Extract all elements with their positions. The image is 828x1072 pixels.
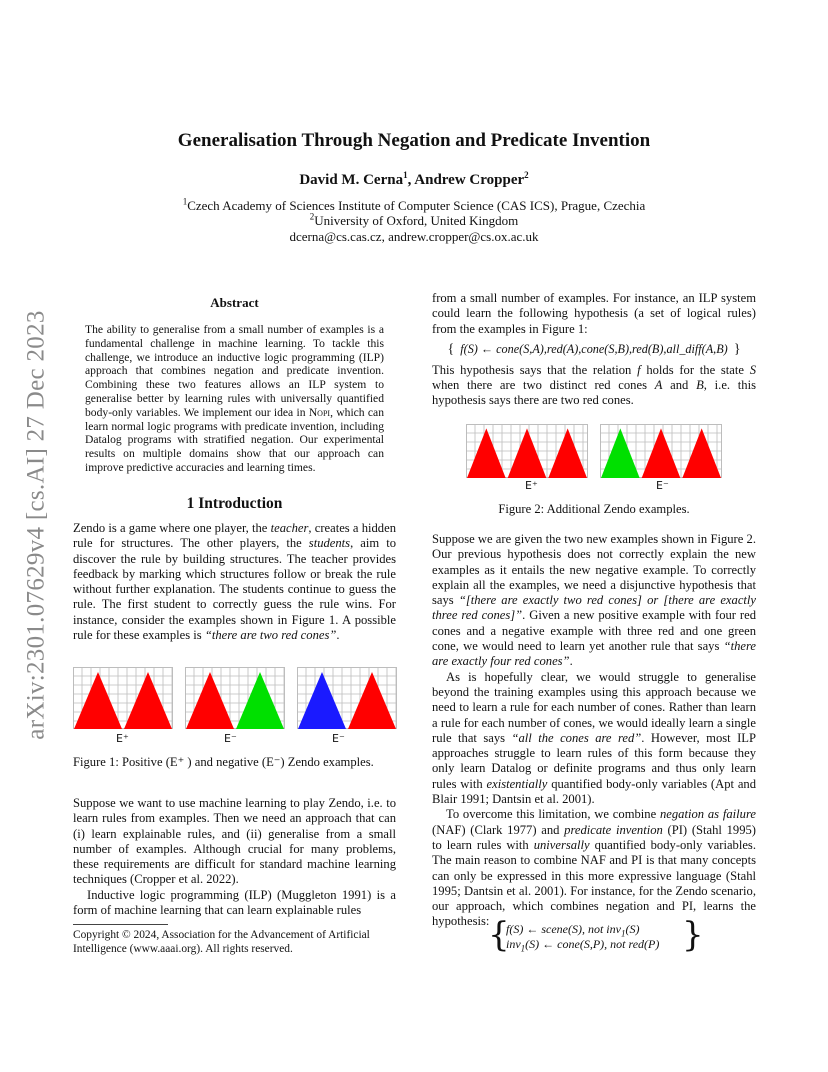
- figure-1: [73, 667, 397, 729]
- abstract-body: [73, 323, 396, 475]
- figure-1-panel-1: [73, 667, 173, 729]
- right-p5-pi: predicate invention: [564, 822, 663, 837]
- affiliation-2-mark: 2: [309, 211, 315, 222]
- affiliation-2-text: University of Oxford, United Kingdom: [314, 213, 519, 228]
- right-p3-b: . Given a new positive example with four red cones and a negative example with three red and one green cone, we would need to learn yet another rule that says: [432, 608, 757, 654]
- right-column-bottom: [432, 532, 756, 930]
- author-sep: ,: [407, 172, 415, 188]
- right-paragraph-2: [432, 363, 756, 409]
- author-line: [80, 172, 748, 189]
- right-p4-quote: “all the cones are red”: [511, 730, 642, 745]
- figure-1-label-negative-2: E⁻: [332, 732, 345, 745]
- affiliation-1-text: Czech Academy of Sciences Institute of Computer Science (CAS ICS), Prague, Czechia: [187, 198, 646, 213]
- intro-paragraph-2: Suppose we want to use machine learning to play Zendo, i.e. to learn rules from examples. Then we need an approach that can (i) learn explainable rules, and (ii) generalise from a small number of examples. Although crucial for many problems, these requirements are difficult for standard machine learning techniques (Cropper et al. 2022).: [73, 796, 396, 887]
- right-paragraph-3: [432, 532, 756, 670]
- intro-heading: 1 Introduction: [186, 495, 283, 512]
- author-emails: dcerna@cs.cas.cz, andrew.cropper@cs.ox.ac.uk: [289, 229, 539, 244]
- affiliation-1: [80, 198, 748, 214]
- figure-2-panels: [466, 424, 722, 478]
- intro-p1-a: Zendo is a game where one player, the: [73, 521, 271, 535]
- right-p4-b: . However, most ILP approaches struggle to learn rules of this form because they only learn Datalog or definite programs and thus only learn rules with: [432, 730, 756, 791]
- formula-2-line-2: [506, 937, 696, 952]
- affiliation-1-mark: 1: [182, 196, 188, 207]
- right-p4-a: As is hopefully clear, we would struggle to generalise beyond the training examples using this approach because we need to learn a rule for each number of cones. Rather than learn a rule for each number of cones, we would ideally learn a single rule that says: [432, 669, 756, 745]
- figure-1-panel-2: [185, 667, 285, 729]
- intro-p1-students: students: [308, 536, 351, 551]
- figure-1-caption: Figure 1: Positive (E⁺ ) and negative (E⁻) Zendo examples.: [73, 755, 374, 769]
- hypothesis-formula-2: [506, 922, 696, 952]
- figure-1-label-positive: E⁺: [116, 732, 129, 745]
- formula-2-line-1-sub: 1: [620, 928, 626, 939]
- right-p5-universally: universally: [533, 837, 590, 852]
- right-paragraph-5: [432, 807, 756, 929]
- intro-p1-b: , creates a hidden rule for structures. The other players, the: [73, 521, 396, 551]
- formula-2-line-2-sub: 1: [520, 943, 526, 954]
- abstract-text-b: , which can learn normal logic programs with predicate invention, including Datalog programs with stratified negation. Our experimental results on multiple domains show that our approach can improve predictive accuracies and learning times.: [85, 405, 384, 474]
- right-p2-d: and: [662, 378, 697, 393]
- formula-2-line-1: [506, 922, 696, 937]
- right-p5-naf: negation as failure: [659, 807, 756, 822]
- right-p3-c: .: [569, 654, 573, 669]
- right-paragraph-4: [432, 670, 756, 808]
- paper-title: Generalisation Through Negation and Predicate Invention: [177, 130, 651, 151]
- author-2-mark: 2: [524, 170, 529, 180]
- formula-2-brace-open: {: [488, 915, 510, 955]
- right-p2-e: , i.e. this hypothesis says there are two red cones.: [432, 378, 757, 408]
- right-p3-quote-1: “[there are exactly two red cones] or [there are exactly three red cones]”: [432, 593, 756, 623]
- right-p2-S: S: [749, 362, 756, 377]
- formula-1-brace-close: }: [733, 341, 741, 357]
- abstract-section: [73, 295, 396, 475]
- formula-2-line-2-end: (S) ← cone(S,P), not red(P): [525, 937, 660, 951]
- system-name: Nopi: [308, 405, 331, 419]
- hypothesis-formula-1: [432, 342, 756, 358]
- right-p4-c: quantified body-only variables (Apt and Blair 1991; Dantsin et al. 2001).: [432, 776, 757, 807]
- intro-paragraph-3: Inductive logic programming (ILP) (Muggleton 1991) is a form of machine learning that can learn explainable rules: [73, 887, 396, 918]
- right-p2-B: B: [696, 378, 704, 393]
- right-column-top: [432, 291, 756, 409]
- author-2: Andrew Cropper: [414, 172, 525, 188]
- formula-2-brace-close: }: [682, 915, 704, 955]
- right-p2-a: This hypothesis says that the relation: [432, 362, 638, 377]
- right-p2-A: A: [654, 378, 663, 393]
- right-p3-a: Suppose we are given the two new examples shown in Figure 2. Our previous hypothesis does not correctly explain the new examples as it entails the new negative example. To correctly explain all the examples, we need a disjunctive hypothesis that says: [432, 532, 756, 608]
- formula-2-line-1-text: f(S) ← scene(S), not inv: [506, 922, 621, 936]
- right-p5-d: quantified body-only variables. The main reason to combine NAF and PI is that many concepts can only be expressed in this more expressive language (Stahl 1995; Dantsin et al. 2001). For instance, for the Zendo scenario, our approach, which combines negation and PI, learns the hypothesis:: [432, 837, 756, 929]
- figure-2-label-positive: E⁺: [525, 479, 538, 492]
- figure-1-label-negative-1: E⁻: [224, 732, 237, 745]
- figure-2-caption: Figure 2: Additional Zendo examples.: [498, 502, 690, 516]
- formula-1-brace-open: {: [447, 341, 455, 357]
- figure-2-label-negative: E⁻: [656, 479, 669, 492]
- author-1: David M. Cerna: [299, 172, 404, 188]
- figure-1-panel-3: [297, 667, 397, 729]
- figure-1-panels: [73, 667, 397, 729]
- intro-p1-teacher: teacher: [270, 521, 309, 535]
- formula-2-line-1-end: (S): [625, 922, 640, 936]
- arxiv-id: arXiv:2301.07629v4 [cs.AI] 27 Dec 2023: [23, 310, 50, 740]
- intro-p1-d: .: [336, 628, 340, 643]
- right-p2-f: f: [637, 362, 641, 377]
- right-p5-b: (NAF) (Clark 1977) and: [432, 822, 565, 837]
- intro-paragraph-1: [73, 521, 396, 643]
- footnote-rule: [73, 924, 168, 925]
- abstract-text-a: The ability to generalise from a small number of examples is a fundamental challenge in machine learning. To tackle this challenge, we introduce an inductive logic programming (ILP) approach that combines negation and predicate invention. Combining these two features allows an ILP system to generalise better by learning rules with universally quantified body-only variables. We implement our idea in: [85, 323, 384, 419]
- abstract-heading: Abstract: [210, 295, 259, 310]
- right-p3-quote-2: “there are exactly four red cones”: [432, 639, 756, 669]
- formula-1-text: f(S) ← cone(S,A),red(A),cone(S,B),red(B),all_diff(A,B): [460, 341, 728, 356]
- right-p2-b: holds for the state: [640, 362, 750, 377]
- author-1-mark: 1: [403, 170, 408, 180]
- figure-2-panel-2: [600, 424, 722, 478]
- figure-2: [466, 424, 722, 478]
- figure-2-panel-1: [466, 424, 588, 478]
- affiliation-2: [80, 213, 748, 229]
- intro-continued: [73, 796, 396, 918]
- right-p5-c: (PI) (Stahl 1995) to learn rules with: [432, 822, 756, 852]
- introduction-section: [73, 495, 396, 643]
- copyright-footnote: Copyright © 2024, Association for the Advancement of Artificial Intelligence (www.aaai.org). All rights reserved.: [73, 929, 370, 955]
- right-p5-a: To overcome this limitation, we combine: [446, 807, 660, 822]
- right-p4-existentially: existentially: [486, 776, 548, 791]
- right-paragraph-1: from a small number of examples. For instance, an ILP system could learn the following hypothesis (a set of logical rules) from the examples in Figure 1:: [432, 291, 756, 336]
- arxiv-stamp: [20, 288, 54, 762]
- intro-p1-c: , aim to discover the rule by building structures. The teacher provides feedback by marking which structures follow or break the rule without further explanation. The students continue to guess the rule. The first student to correctly guess the rule wins. For instance, consider the examples shown in Figure 1. A possible rule for these examples is: [73, 536, 396, 643]
- right-p2-c: when there are two distinct red cones: [432, 378, 655, 393]
- intro-p1-quote: “there are two red cones”: [204, 628, 337, 643]
- formula-2-line-2-text: inv: [506, 937, 521, 951]
